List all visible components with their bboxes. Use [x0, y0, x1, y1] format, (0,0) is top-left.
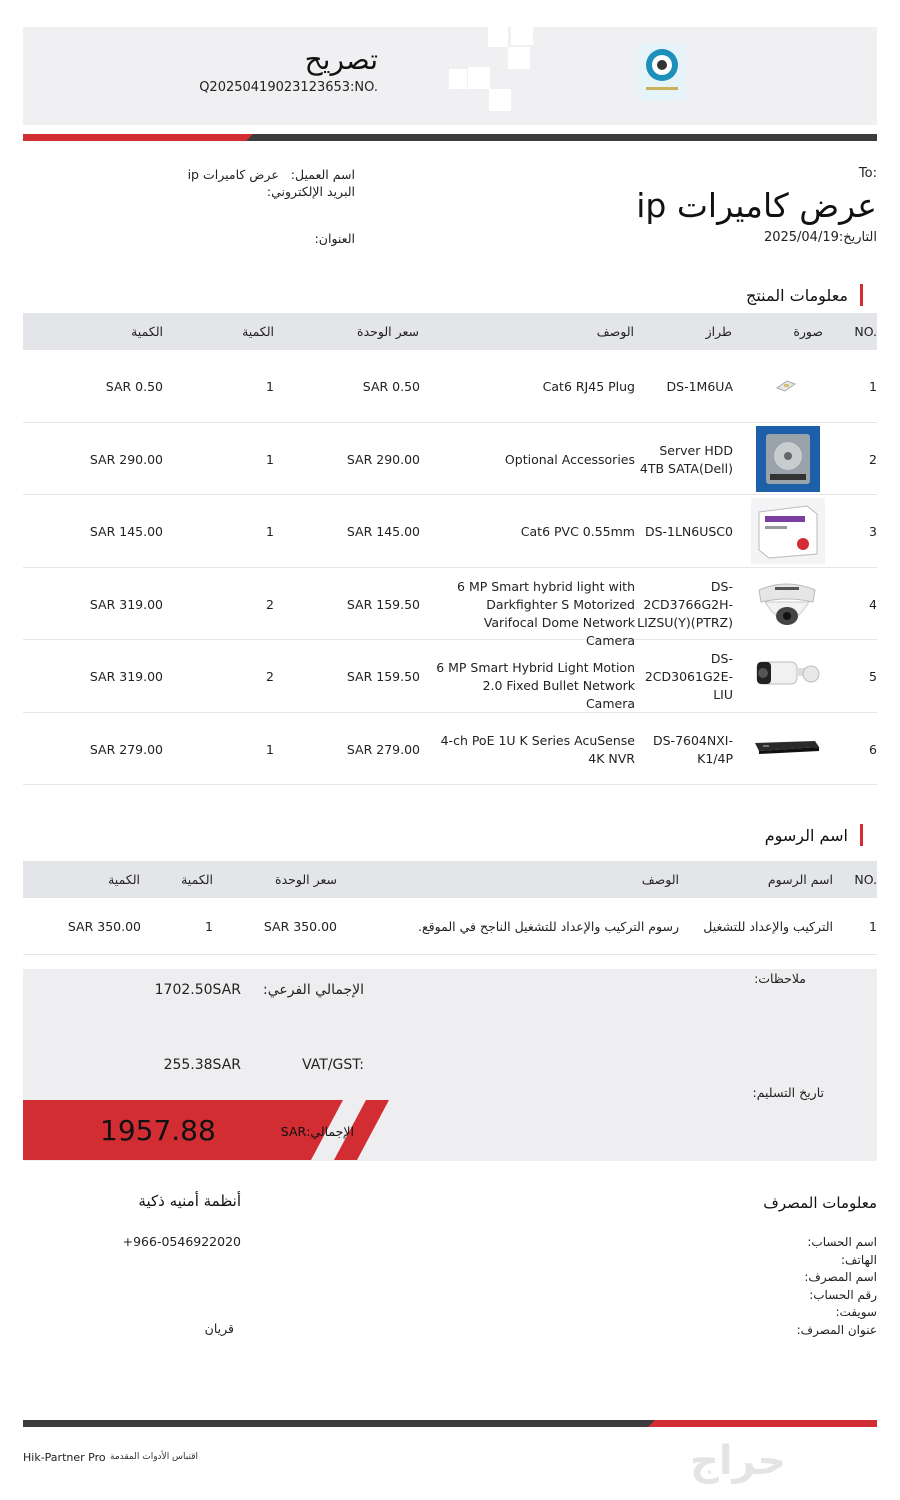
address-label: العنوان: [314, 231, 355, 246]
table-row [23, 495, 877, 568]
company-name: أنظمة أمنيه ذكية [138, 1192, 241, 1210]
company-city: قريان [204, 1321, 234, 1336]
col-amount: الكمية [131, 324, 163, 339]
row-no: 2 [869, 452, 877, 467]
bank-account-number-label: رقم الحساب: [809, 1287, 877, 1302]
quote-date: التاريخ:2025/04/19 [763, 230, 877, 245]
client-value: عرض كاميرات ip [187, 167, 279, 182]
row-amount: SAR 319.00 [89, 597, 163, 612]
row-qty: 1 [205, 919, 213, 934]
row-no: 5 [869, 669, 877, 684]
row-no: 3 [869, 524, 877, 539]
header-panel [23, 27, 877, 125]
products-table-header [23, 313, 877, 350]
row-no: 1 [869, 379, 877, 394]
fees-table-header [23, 861, 877, 898]
notes-label: ملاحظات: [754, 971, 806, 986]
row-no: 1 [869, 919, 877, 934]
row-description: Cat6 PVC 0.55mm [520, 524, 635, 539]
haraj-watermark: حراج [690, 1438, 787, 1484]
quote-number: Q20250419023123653:NO. [199, 80, 378, 95]
row-model: DS-7604NXI-K1/4P [653, 733, 733, 766]
row-no: 6 [869, 742, 877, 757]
grand-total-label: الإجمالي:SAR [280, 1124, 354, 1139]
customer-name-heading: عرض كاميرات ip [636, 186, 877, 225]
row-qty: 2 [266, 669, 274, 684]
row-model: Server HDD 4TB SATA(Dell) [639, 443, 733, 476]
vat-value: 255.38SAR [163, 1057, 241, 1073]
col-description: الوصف [641, 872, 679, 887]
section-marker [860, 284, 863, 306]
row-unit-price: SAR 290.00 [346, 452, 420, 467]
col-amount: الكمية [108, 872, 140, 887]
table-row [23, 713, 877, 785]
row-description: 6 MP Smart hybrid light with Darkfighter S Motorized Varifocal Dome Network Camera [457, 579, 635, 648]
bank-address-label: عنوان المصرف: [796, 1322, 877, 1337]
grand-total-value: 1957.88 [100, 1114, 216, 1147]
bank-swift-label: سويفت: [835, 1305, 877, 1319]
col-unit-price: سعر الوحدة [275, 872, 337, 887]
col-description: الوصف [596, 324, 634, 339]
bullet-camera-image [753, 654, 821, 694]
table-row [23, 568, 877, 648]
fees-heading: اسم الرسوم [764, 826, 848, 845]
col-unit-price: سعر الوحدة [357, 324, 419, 339]
row-unit-price: SAR 350.00 [263, 919, 337, 934]
row-amount: SAR 319.00 [89, 669, 163, 684]
to-label: To: [858, 166, 877, 181]
row-model: DS-2CD3766G2H-LIZSU(Y)(PTRZ) [637, 579, 733, 630]
row-model: DS-1M6UA [666, 379, 733, 394]
col-no: NO. [854, 872, 877, 887]
rj45-plug-image [775, 378, 797, 394]
row-unit-price: SAR 145.00 [346, 524, 420, 539]
col-qty: الكمية [181, 872, 213, 887]
products-heading: معلومات المنتج [746, 286, 848, 305]
row-model: DS-2CD3061G2E-LIU [644, 651, 733, 702]
dome-camera-image [753, 572, 821, 636]
bank-phone-label: الهاتف: [841, 1252, 877, 1267]
row-description: 4-ch PoE 1U K Series AcuSense 4K NVR [440, 733, 635, 766]
vat-label: VAT/GST: [302, 1057, 364, 1073]
row-qty: 1 [266, 742, 274, 757]
row-qty: 2 [266, 597, 274, 612]
col-fee-name: اسم الرسوم [767, 872, 833, 887]
subtotal-label: الإجمالي الفرعي: [263, 982, 364, 998]
row-amount: SAR 350.00 [67, 919, 141, 934]
company-logo [638, 43, 686, 101]
col-no: NO. [854, 324, 877, 339]
header-divider-accent [23, 134, 253, 141]
bank-heading: معلومات المصرف [763, 1194, 877, 1212]
section-marker [860, 824, 863, 846]
row-amount: SAR 145.00 [89, 524, 163, 539]
row-amount: SAR 0.50 [105, 379, 163, 394]
row-description: Cat6 RJ45 Plug [542, 379, 635, 394]
table-row [23, 423, 877, 495]
row-amount: SAR 279.00 [89, 742, 163, 757]
row-unit-price: SAR 279.00 [346, 742, 420, 757]
cable-box-image [751, 498, 825, 564]
delivery-date-label: تاريخ التسليم: [752, 1085, 824, 1100]
row-qty: 1 [266, 379, 274, 394]
col-qty: الكمية [242, 324, 274, 339]
table-row [23, 350, 877, 423]
row-description: Optional Accessories [504, 452, 635, 467]
company-phone: +966-0546922020 [122, 1234, 241, 1249]
row-qty: 1 [266, 452, 274, 467]
footer-divider-accent [648, 1420, 877, 1427]
row-description: 6 MP Smart Hybrid Light Motion 2.0 Fixed Bullet Network Camera [436, 660, 635, 711]
table-row [23, 898, 877, 955]
row-unit-price: SAR 159.50 [346, 597, 420, 612]
nvr-image [753, 739, 821, 755]
table-row [23, 640, 877, 713]
row-amount: SAR 290.00 [89, 452, 163, 467]
subtotal-value: 1702.50SAR [154, 982, 241, 998]
bank-name-label: اسم المصرف: [804, 1270, 877, 1284]
bank-account-name-label: اسم الحساب: [807, 1235, 877, 1249]
email-label: البريد الإلكتروني: [266, 184, 355, 199]
row-unit-price: SAR 0.50 [362, 379, 420, 394]
bank-fields [797, 1234, 877, 1339]
footer-app-name: Hik-Partner Pro [23, 1451, 106, 1464]
page-title: تصريح [304, 43, 378, 76]
row-fee-name: التركيب والإعداد للتشغيل [703, 919, 833, 934]
row-unit-price: SAR 159.50 [346, 669, 420, 684]
row-qty: 1 [266, 524, 274, 539]
col-image: صورة [793, 324, 823, 339]
row-no: 4 [869, 597, 877, 612]
footer-quote-text: اقتباس الأدوات المقدمة [110, 1452, 199, 1462]
client-label: اسم العميل: [290, 167, 355, 182]
col-model: طراز [705, 324, 732, 339]
row-description: رسوم التركيب والإعداد للتشغيل الناجح في الموقع. [418, 919, 679, 934]
row-model: DS-1LN6USC0 [644, 524, 733, 539]
client-name-row [188, 167, 355, 182]
hdd-image [756, 426, 820, 492]
